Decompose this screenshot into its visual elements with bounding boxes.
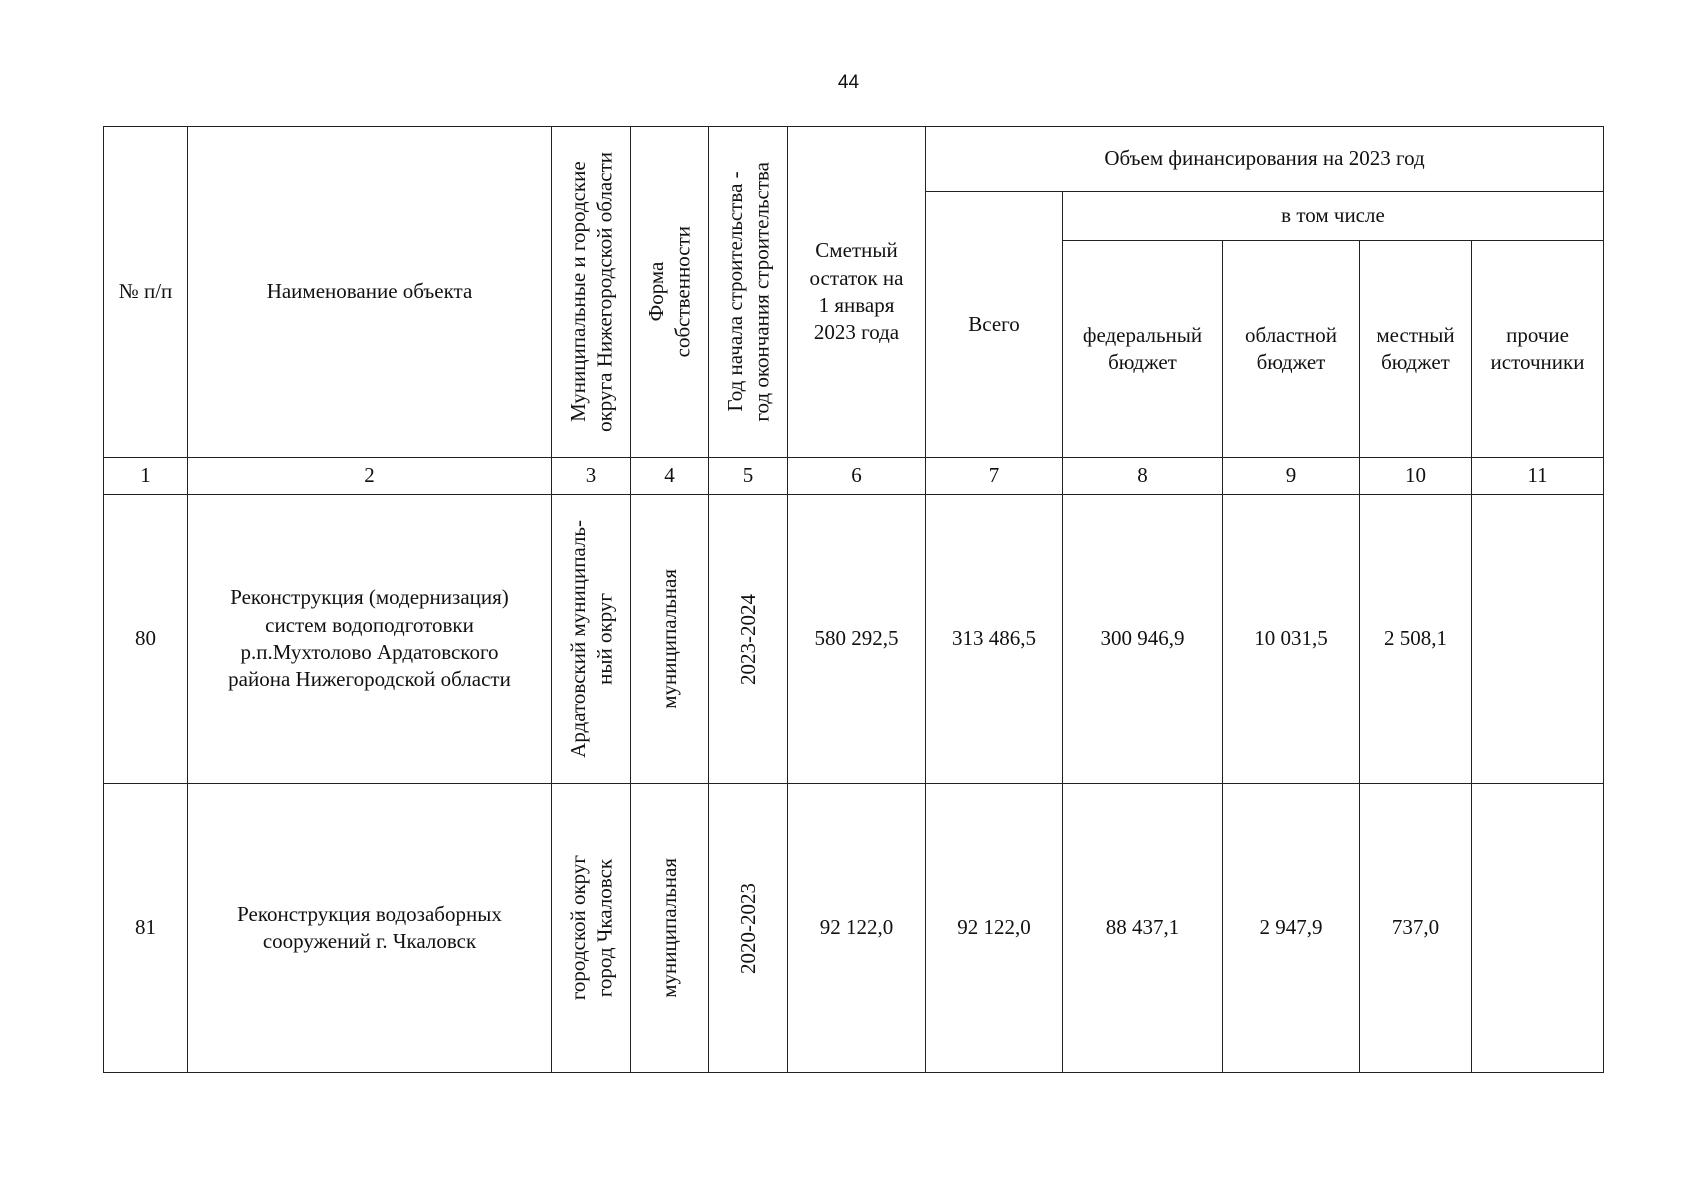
header-other: прочие источники [1472,241,1604,458]
row-number: 81 [104,784,188,1073]
federal-value: 300 946,9 [1063,495,1223,784]
regional-value: 2 947,9 [1223,784,1360,1073]
total-value: 92 122,0 [926,784,1063,1073]
header-municipality [552,127,631,458]
row-number: 80 [104,495,188,784]
years-cell [709,784,788,1073]
header-including: в том числе [1063,192,1604,241]
column-numbers-row [104,458,1604,495]
ownership-text: муниципальная [657,569,682,709]
header-regional: областной бюджет [1223,241,1360,458]
header-row-1 [104,127,1604,192]
header-years-text: Год начала строительства - год окончания строительства [722,162,773,422]
column-number: 11 [1472,458,1604,495]
years-text: 2023-2024 [735,593,760,685]
header-financing: Объем финансирования на 2023 год [926,127,1604,192]
header-federal: федеральный бюджет [1063,241,1223,458]
object-name: Реконструкция (модернизация) систем водоподготовки р.п.Мухтолово Ардатовского района Нижегородской области [188,495,552,784]
balance-value: 92 122,0 [788,784,926,1073]
ownership-cell [631,784,709,1073]
column-number: 3 [552,458,631,495]
header-municipality-text: Муниципальные и городские округа Нижегородской области [565,152,616,432]
object-name: Реконструкция водозаборных сооружений г. Чкаловск [188,784,552,1073]
column-number: 7 [926,458,1063,495]
municipality-cell [552,784,631,1073]
regional-value: 10 031,5 [1223,495,1360,784]
column-number: 8 [1063,458,1223,495]
header-years [709,127,788,458]
years-text: 2020-2023 [735,882,760,974]
federal-value: 88 437,1 [1063,784,1223,1073]
column-number: 4 [631,458,709,495]
local-value: 2 508,1 [1360,495,1472,784]
municipality-cell [552,495,631,784]
column-number: 5 [709,458,788,495]
header-number: № п/п [104,127,188,458]
header-ownership-text: Форма собственности [644,226,695,358]
balance-value: 580 292,5 [788,495,926,784]
other-value [1472,495,1604,784]
column-number: 2 [188,458,552,495]
header-total: Всего [926,192,1063,458]
header-ownership [631,127,709,458]
header-local: местный бюджет [1360,241,1472,458]
table-row [104,784,1604,1073]
financing-table [103,126,1604,1073]
column-number: 1 [104,458,188,495]
municipality-text: Ардатовский муниципаль- ный округ [565,520,616,758]
other-value [1472,784,1604,1073]
column-number: 10 [1360,458,1472,495]
page-number: 44 [837,72,860,93]
ownership-cell [631,495,709,784]
local-value: 737,0 [1360,784,1472,1073]
header-object-name: Наименование объекта [188,127,552,458]
municipality-text: городской округ город Чкаловск [565,855,616,1001]
years-cell [709,495,788,784]
header-balance: Сметный остаток на 1 января 2023 года [788,127,926,458]
total-value: 313 486,5 [926,495,1063,784]
table-row [104,495,1604,784]
ownership-text: муниципальная [657,858,682,998]
column-number: 6 [788,458,926,495]
column-number: 9 [1223,458,1360,495]
